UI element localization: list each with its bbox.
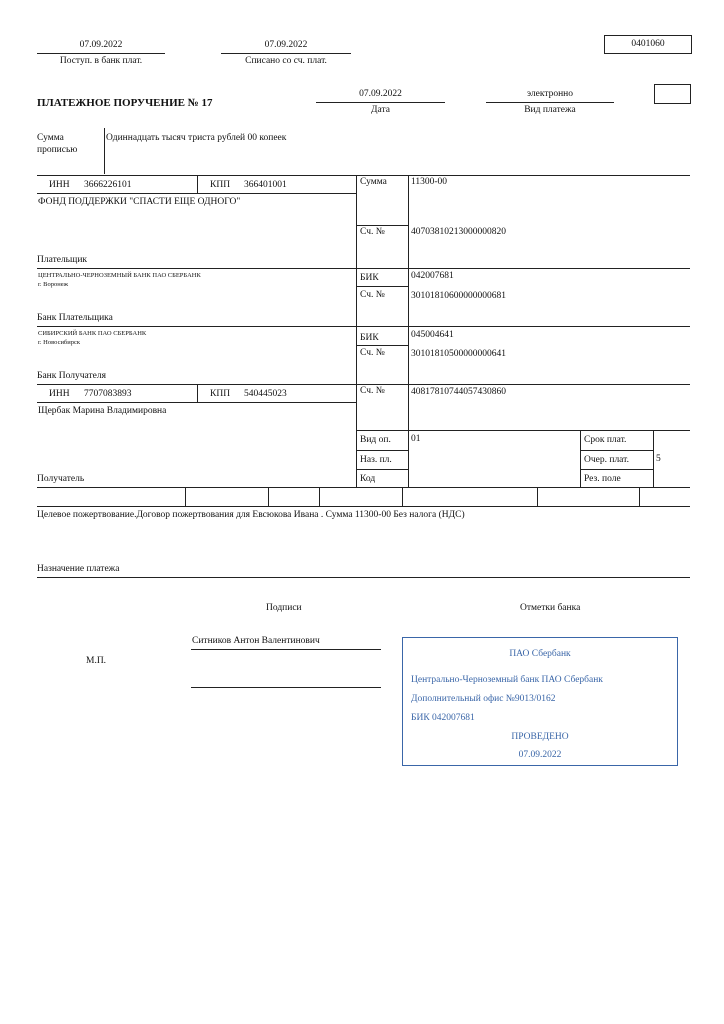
grid-vline-values [408,175,409,487]
payee-account-label: Сч. № [360,386,385,396]
debited-date: 07.09.2022 [264,40,308,50]
payer-inn-divider [197,175,198,193]
purpose-text: Целевое пожертвование.Договор пожертвования для Евсюкова Ивана . Сумма 11300-00 Без налога (НДС) [37,510,465,520]
payer-sum-label: Сумма [360,177,387,187]
payment-type-label: Вид платежа [524,105,576,115]
debited-date-line [221,53,351,54]
codes-line-1-left [356,450,408,451]
payer-bank-account-label: Сч. № [360,290,385,300]
signatures-label: Подписи [266,603,302,613]
received-date-line [37,53,165,54]
tax-cell-divider-4 [402,487,403,506]
tax-cell-divider-1 [185,487,186,506]
amount-words-divider [104,128,105,174]
payee-bottom-line [37,487,690,488]
payee-bank-city: г. Новосибирск [38,339,81,346]
payee-bank-bik-label: БИК [360,333,379,343]
payer-bank-label: Банк Плательщика [37,313,113,323]
amount-words-value: Одиннадцать тысяч триста рублей 00 копеек [106,133,287,143]
grid-vline-main [356,175,357,487]
payee-bank-bik-line [356,345,408,346]
payee-inn-label: ИНН [49,389,70,399]
payee-inn: 7707083893 [84,389,132,399]
tax-cell-divider-2 [268,487,269,506]
stamp-date: 07.09.2022 [518,750,562,760]
priority-label: Очер. плат. [584,455,629,465]
stamp-status: ПРОВЕДЕНО [511,732,569,742]
payee-kpp-label: КПП [210,389,231,399]
stamp-office: Дополнительный офис №9013/0162 [411,694,556,704]
payment-type-line [486,102,614,103]
codes-line-2-right [580,469,653,470]
status-box [654,84,691,104]
sum-bottom-line [356,225,408,226]
payer-account-label: Сч. № [360,227,385,237]
document-date: 07.09.2022 [359,89,402,99]
code-label: Код [360,474,376,484]
payee-name: Щербак Марина Владимировна [38,406,167,416]
signature-line-2 [191,687,381,688]
payee-bank-bottom-line [37,384,690,385]
payer-bank-bik-line [356,286,408,287]
payer-inn-label: ИНН [49,180,70,190]
payer-inn: 3666226101 [84,180,132,190]
tax-cell-divider-5 [537,487,538,506]
bank-marks-label: Отметки банка [520,603,581,613]
payer-kpp: 366401001 [244,180,287,190]
received-label: Поступ. в банк плат. [59,56,143,66]
codes-top-line [356,430,690,431]
date-line [316,102,445,103]
signer-name: Ситников Антон Валентинович [192,636,320,646]
payer-bank-account: 30101810600000000681 [411,291,506,301]
payer-inn-line [37,193,356,194]
op-type: 01 [411,434,421,444]
payer-bank-bottom-line [37,326,690,327]
payee-inn-divider [197,384,198,402]
payer-bank-name: ЦЕНТРАЛЬНО-ЧЕРНОЗЕМНЫЙ БАНК ПАО СБЕРБАНК [38,272,201,279]
purpose-code-label: Наз. пл. [360,455,392,465]
payment-type: электронно [526,89,574,99]
payer-account: 40703810213000000820 [411,227,506,237]
op-type-label: Вид оп. [360,435,391,445]
received-date: 07.09.2022 [79,40,123,50]
payer-bank-city: г. Воронеж [38,281,69,288]
payer-kpp-label: КПП [210,180,231,190]
payee-bank-bik: 045004641 [411,330,454,340]
grid-line-top [37,175,690,176]
document-title: ПЛАТЕЖНОЕ ПОРУЧЕНИЕ № 17 [37,97,213,109]
stamp-bank: ПАО Сбербанк [509,649,571,659]
tax-cell-divider-3 [319,487,320,506]
form-code: 0401060 [604,35,692,54]
amount-words-label: Сумма прописью [37,133,78,155]
payer-name: ФОНД ПОДДЕРЖКИ "СПАСТИ ЕЩЕ ОДНОГО" [38,197,241,207]
purpose-bottom-line [37,577,690,578]
stamp-branch: Центрально-Черноземный банк ПАО Сбербанк [411,675,603,685]
purpose-label: Назначение платежа [37,564,120,574]
payer-label: Плательщик [37,255,88,265]
signature-line-1 [191,649,381,650]
payee-bank-account-label: Сч. № [360,348,385,358]
payee-bank-label: Банк Получателя [37,371,106,381]
seal-label: М.П. [86,656,107,666]
priority: 5 [656,454,661,464]
payee-bank-name: СИБИРСКИЙ БАНК ПАО СБЕРБАНК [38,330,147,337]
due-label: Срок плат. [584,435,627,445]
date-label: Дата [371,105,390,115]
payer-bank-bik: 042007681 [411,271,454,281]
debited-label: Списано со сч. плат. [245,56,327,66]
payer-bank-bik-label: БИК [360,273,379,283]
payee-account: 40817810744057430860 [411,387,506,397]
payee-inn-line [37,402,356,403]
codes-vline-left [580,430,581,487]
payee-label: Получатель [37,474,85,484]
codes-vline-right [653,430,654,487]
payer-bottom-line [37,268,690,269]
payer-sum: 11300-00 [411,177,448,187]
payee-bank-account: 30101810500000000641 [411,349,506,359]
payee-kpp: 540445023 [244,389,287,399]
codes-line-1-right [580,450,653,451]
codes-line-2-left [356,469,408,470]
reserve-label: Рез. поле [584,474,621,484]
tax-row-bottom-line [37,506,690,507]
bank-stamp [402,637,678,766]
tax-cell-divider-6 [639,487,640,506]
stamp-bik: БИК 042007681 [411,713,475,723]
